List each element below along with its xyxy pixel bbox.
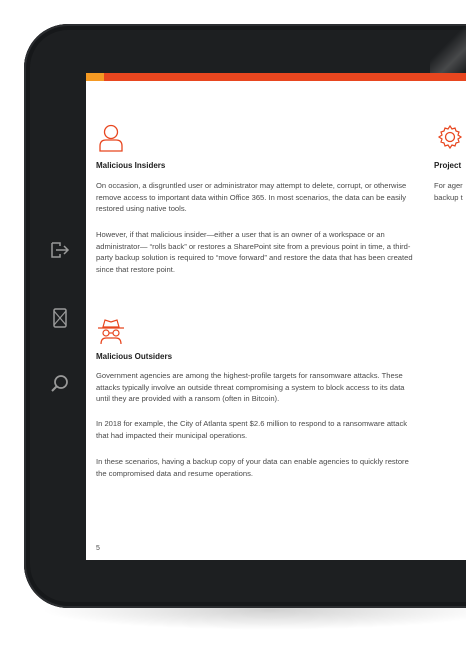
gear-icon: [436, 123, 464, 151]
outsiders-paragraph-2: In 2018 for example, the City of Atlanta spent $2.6 million to respond to a ransomware attack that had impacted their municipal operations.: [96, 419, 408, 440]
header-accent-bar: [86, 73, 466, 81]
user-icon: [98, 123, 124, 153]
sign-in-arrow-icon[interactable]: [48, 238, 72, 262]
project-line-1: For ager: [434, 181, 463, 190]
mobile-device-icon[interactable]: [48, 306, 72, 330]
outsiders-paragraph-3: In these scenarios, having a backup copy of your data can enable agencies to quickly restore the compromised data and resume operations.: [96, 457, 409, 478]
page-number: 5: [96, 545, 100, 552]
outsiders-paragraph-1: Government agencies are among the highest-profile targets for ransomware attacks. These attacks typically involve an outside threat compromising a system to block access to its data until they are provided with a ransom (often in Bitcoin).: [96, 371, 405, 404]
header-accent-tab: [86, 73, 104, 81]
insiders-paragraph-2: However, if that malicious insider—either a user that is an owner of a workspace or an administrator— “rolls back” or restores a SharePoint site from a previous point in time, a third-party backup solution is required to “move forward” and restore the data that has been created since that restore point.: [96, 230, 413, 274]
spy-icon: [96, 317, 126, 345]
search-icon[interactable]: [48, 372, 72, 396]
project-heading: Project: [434, 161, 462, 170]
project-line-2: backup t: [434, 193, 463, 202]
insiders-paragraph-1: On occasion, a disgruntled user or administrator may attempt to delete, corrupt, or otherwise remove access to important data within Office 365. In most scenarios, the data can be easily restored using native tools.: [96, 181, 407, 214]
insiders-heading: Malicious Insiders: [96, 161, 166, 170]
outsiders-heading: Malicious Outsiders: [96, 352, 173, 361]
document-screen: [86, 73, 466, 560]
